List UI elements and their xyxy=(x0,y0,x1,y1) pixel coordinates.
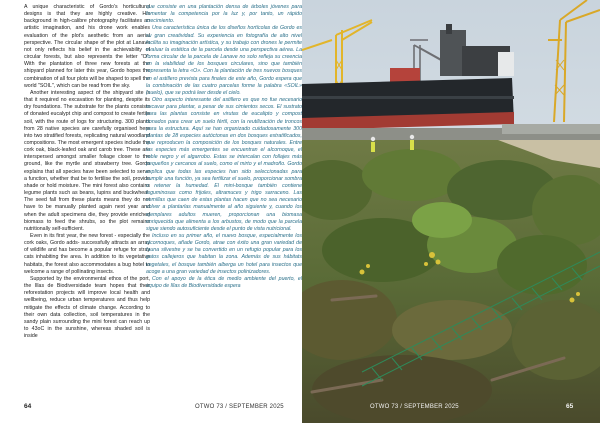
english-paragraph-4: Supported by the environmental ethos of the port, the Illas de Biodiversidade team hopes that their reforestation projects will improve local health and wellbeing, reduce urban temperatures and thus help mitigate the effects of climate change. According to their own data collection, soil temperatures in the sandy plain surrounding the mini forest can reach up to 43oC in the sunshine, whereas shaded soil is inside xyxy=(24,275,150,340)
spanish-paragraph-3: Otro aspecto interesante del astillero es que no fue necesario excavar para plantar, a pesar de sus cimientos secos. El sustrato para las plantas consiste en virutas de eucalipto y compost donados para crear un suelo fértil, con la reutilización de troncos para la estructura. Aquí se han organizado cuidadosamente 300 plantas de 28 especies autóctonas en dos bosques estratificados, que reproducen la composición de los bosques naturales. Entre las especies más emergentes se encuentran el alcornoque, el roble negro y el algarrobo. Estas se intercalan con follajes más pequeños y cercanos al suelo, como el mirto y el madroño. Gordo explica que todas las especies han sido seleccionadas para cumplir una función, ya sea fertilizar el suelo, proporcionar sombra o retener la humedad. El mini-bosque también contiene leguminosas como frijoles, altramuces y trigo sarraceno. Las semillas que caen de estas plantas hacen que no sea necesario volver a plantarlas manualmente al año siguiente y, cuando los ejemplares adultos mueren, proporcionan una biomasa enriquecida que alimenta a los arbustos, de modo que la parcela sigue siendo autosuficiente desde el punto de vista nutricional. xyxy=(146,97,302,232)
page-number-right: 65 xyxy=(566,403,574,410)
page-number-left: 64 xyxy=(24,403,32,410)
right-page-photo xyxy=(302,0,600,423)
english-text-column xyxy=(24,4,150,394)
spanish-paragraph-1: que consiste en una plantación densa de árboles jóvenes para fomentar la competencia por la luz y, por tanto, un rápido crecimiento. xyxy=(146,4,302,25)
distant-buildings xyxy=(502,124,600,134)
english-paragraph-1: A unique characteristic of Gordo's horticultural designs is that they are highly creative. His background in high-calibre photography facilitates an artistic imagination, and his drone work enables evaluation of the plot's aesthetic from an aerial perspective. The circular shape of the plot at Lanave not only reflects his belief in the achievability of circular forests, but also represents the letter "O". With the plantation of three new forests at the shipyard planned for later this year, Gordo hopes the combination of all four plots will be shaped to spell the world "SOIL", which can be read from the sky. xyxy=(24,4,150,89)
magazine-footer-left: OTWO 73 / SEPTEMBER 2025 xyxy=(195,404,284,410)
spanish-paragraph-2: Una característica única de los diseños hortícolas de Gordo es su gran creatividad. Su experiencia en fotografía de alto nivel facilita su imaginación artística, y su trabajo con drones le permite evaluar la estética de la parcela desde una perspectiva aérea. La forma circular de la parcela de Lanave no solo refleja su creencia en la viabilidad de los bosques circulares, sino que también representa la letra «O». Con la plantación de tres nuevos bosques en el astillero prevista para finales de este año, Gordo espera que la combinación de las cuatro parcelas forme la palabra «SOIL» (suelo), que se podrá leer desde el cielo. xyxy=(146,25,302,96)
spanish-text-column xyxy=(146,4,302,394)
spanish-paragraph-5: Con el apoyo de la ética de medio ambiente del puerto, el equipo de Illas de Biodiversidade espera xyxy=(146,275,302,290)
shipyard-forest-photo xyxy=(302,0,600,423)
magazine-footer-right: OTWO 73 / SEPTEMBER 2025 xyxy=(370,404,459,410)
spanish-paragraph-4: Incluso en su primer año, el nuevo bosque, especialmente los alcornoques, añade Gordo, atrae con éxito una gran variedad de fauna silvestre y se ha convertido en un refugio popular para los gatos callejeros que habitan la zona. Además de sus hábitats vegetales, el bosque también alberga un hotel para insectos que acoge a una gran variedad de insectos polinizadores. xyxy=(146,233,302,275)
english-paragraph-3: Even in its first year, the new forest - especially the cork oaks, Gordo adds- successfully attracts an array of wildlife and has become a popular refuge for stray cats inhabiting the area. In addition to its vegetative habitats, the forest also accommodates a bug hotel to welcome a range of pollinating insects. xyxy=(24,233,150,275)
english-paragraph-2: Another interesting aspect of the shipyard site is that it required no excavation for planting, despite its dry foundations. The substrate for the plants consists of donated eucalypt chip and compost to create fertile soil, with the route of logs for structuring. 300 plants from 28 native species are carefully organised here into two stratified forests, replicating natural woodland compositions. The most emergent species include the cork oak, black-leafed oak and carob tree. These are interspersed amongst smaller foliage closer to the ground, like the myrtle and strawberry tree. Gordo explains that all species have been selected to serve a function, whether that be to fertilise the soil, provide shade or hold moisture. The mini forest also contains legume plants such as beans, lupins and buckwheat. The seed fall from these plants means they do not have to be manually planted again next year and when the adult specimens die, they provide enriched biomass to feed the shrubs, so the plot remains nutritionally self-sufficient. xyxy=(24,89,150,232)
